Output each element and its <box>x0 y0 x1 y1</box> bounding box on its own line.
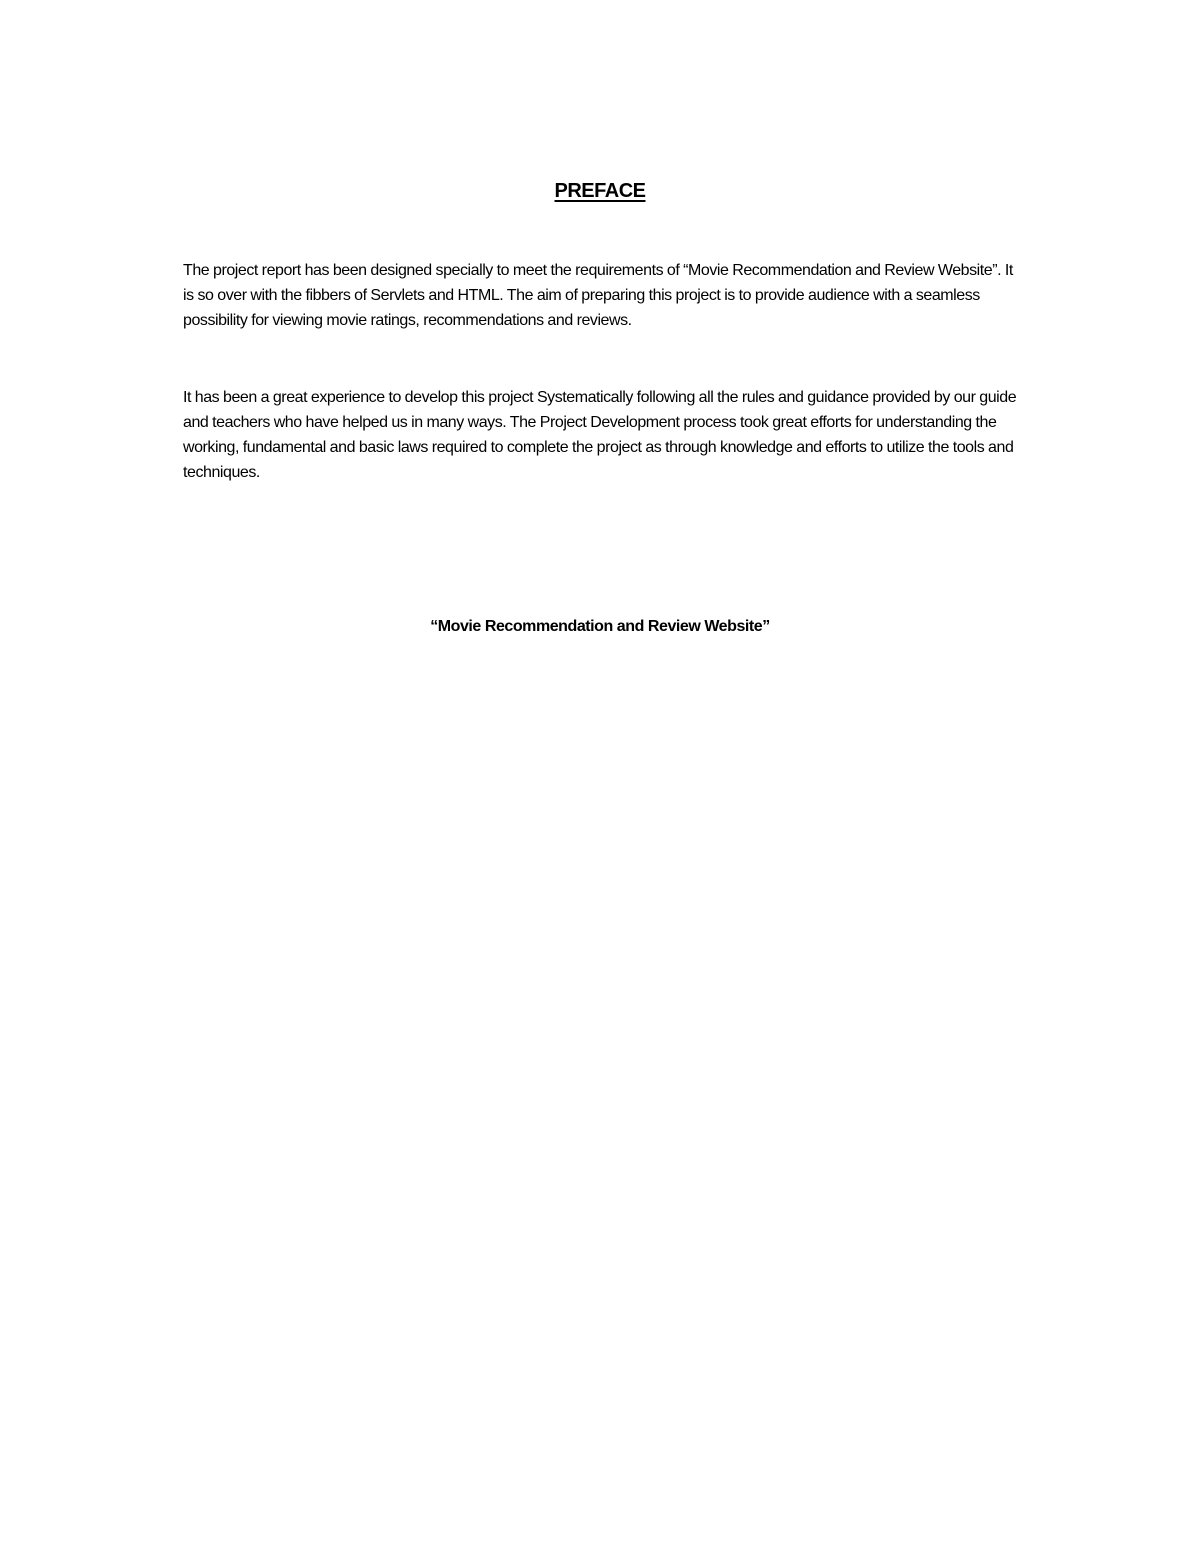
preface-paragraph-1: The project report has been designed specially to meet the requirements of “Movie Recommendation and Review Website”. It is so over with the fibbers of Servlets and HTML. The aim of preparing this project is to provide audience with a seamless possibility for viewing movie ratings, recommendations and reviews. <box>183 262 1013 329</box>
project-title-closing: “Movie Recommendation and Review Website” <box>430 618 770 635</box>
page-title: PREFACE <box>554 180 646 202</box>
preface-paragraph-2: It has been a great experience to develop this project Systematically following all the rules and guidance provided by our guide and teachers who have helped us in many ways. The Project Development process took great efforts for understanding the working, fundamental and basic laws required to complete the project as through knowledge and efforts to utilize the tools and techniques. <box>183 389 1017 481</box>
